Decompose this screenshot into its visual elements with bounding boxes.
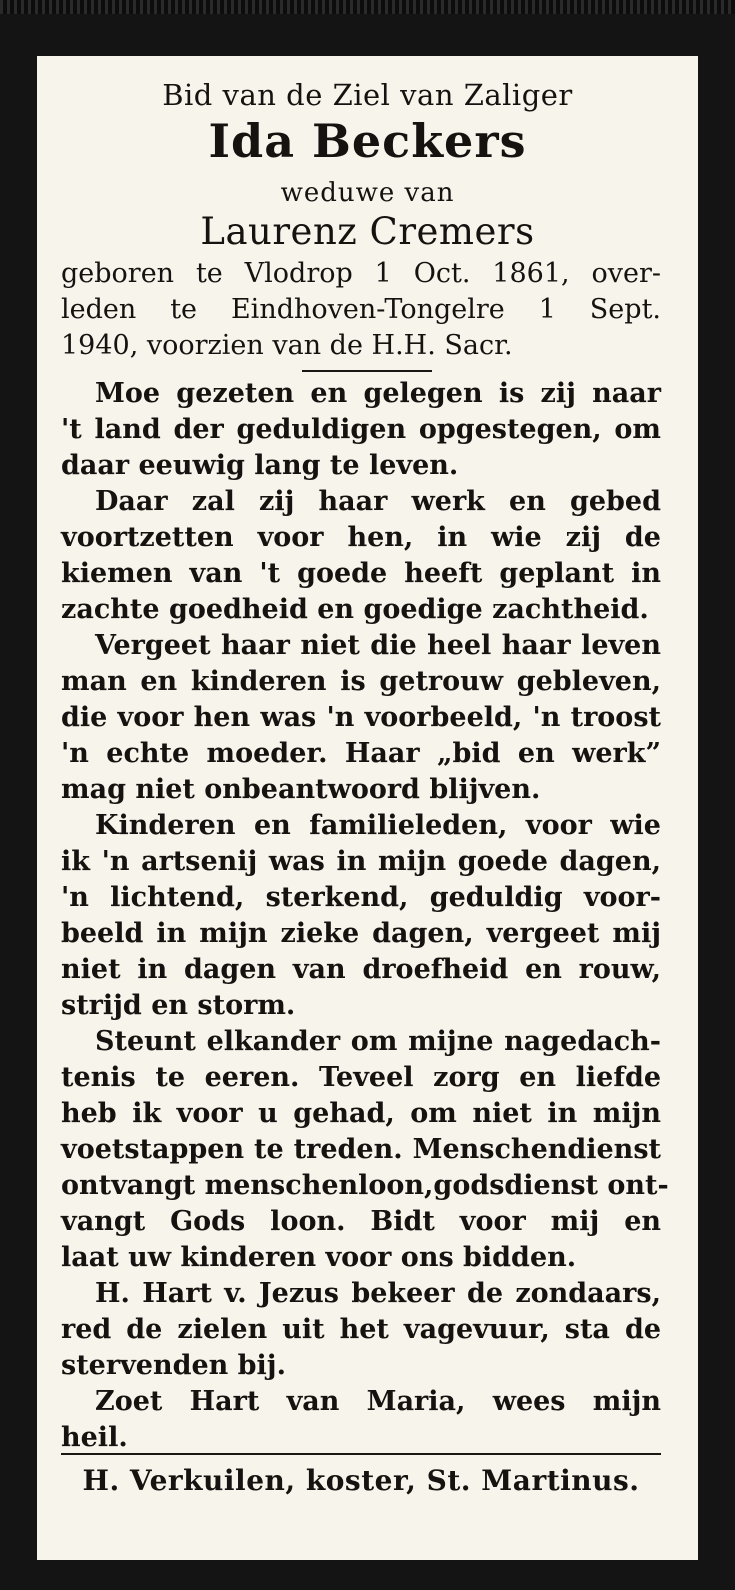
text-line: voetstappen te treden. Menschendienst: [61, 1134, 661, 1165]
text-line: 'n lichtend, sterkend, geduldig voor-: [61, 882, 661, 913]
text-line: daar eeuwig lang te leven.: [61, 450, 459, 481]
text-line: man en kinderen is getrouw gebleven,: [61, 666, 661, 697]
birth-line: leden te Eindhoven-Tongelre 1 Sept.: [61, 294, 661, 325]
memorial-card: [37, 56, 698, 1560]
paragraph: [61, 1024, 669, 1276]
text-line: stervenden bij.: [61, 1350, 286, 1381]
paragraph: [61, 376, 661, 484]
text-line: 'n echte moeder. Haar „bid en werk”: [61, 738, 661, 769]
text-line: niet in dagen van droefheid en rouw,: [61, 954, 661, 985]
divider-short: [302, 370, 432, 372]
text-line: Daar zal zij haar werk en gebed: [95, 486, 661, 517]
text-line: ontvangt menschenloon,godsdienst ont-: [61, 1170, 669, 1201]
text-line: Zoet Hart van Maria, wees mijn: [95, 1386, 661, 1417]
text-line: Kinderen en familieleden, voor wie: [95, 810, 661, 841]
paragraph: [61, 628, 661, 808]
text-line: 't land der geduldigen opgestegen, om: [61, 414, 661, 445]
text-line: zachte goedheid en goedige zachtheid.: [61, 594, 649, 625]
text-line: Steunt elkander om mijne nagedach-: [95, 1026, 661, 1057]
text-line: mag niet onbeantwoord blijven.: [61, 774, 541, 805]
text-line: red de zielen uit het vagevuur, sta de: [61, 1314, 661, 1345]
text-line: beeld in mijn zieke dagen, vergeet mij: [61, 918, 661, 949]
widow-of-label: weduwe van: [280, 178, 455, 208]
text-line: tenis te eeren. Teveel zorg en liefde: [61, 1062, 661, 1093]
prayer-text: [61, 376, 669, 1456]
text-line: ik 'n artsenij was in mijn goede dagen,: [61, 846, 661, 877]
text-line: H. Hart v. Jezus bekeer de zondaars,: [95, 1278, 661, 1309]
text-line: die voor hen was 'n voorbeeld, 'n troost: [61, 702, 661, 733]
paragraph: [61, 1384, 661, 1456]
spouse-name: Laurenz Cremers: [200, 210, 535, 253]
birth-line: 1940, voorzien van de H.H. Sacr.: [61, 330, 513, 361]
birth-death-text: [61, 256, 661, 364]
text-line: heil.: [61, 1422, 128, 1453]
scan-top-edge: [0, 0, 735, 14]
birth-line: geboren te Vlodrop 1 Oct. 1861, over-: [61, 258, 661, 289]
text-line: strijd en storm.: [61, 990, 296, 1021]
divider-long: [61, 1453, 661, 1455]
text-line: Vergeet haar niet die heel haar leven: [95, 630, 661, 661]
card-heading: Bid van de Ziel van Zaliger: [162, 78, 573, 112]
deceased-name: Ida Beckers: [208, 114, 527, 168]
text-line: voortzetten voor hen, in wie zij de: [61, 522, 661, 553]
text-line: vangt Gods loon. Bidt voor mij en: [61, 1206, 661, 1237]
paragraph: [61, 484, 661, 628]
text-line: heb ik voor u gehad, om niet in mijn: [61, 1098, 661, 1129]
text-line: Moe gezeten en gelegen is zij naar: [95, 378, 661, 409]
paragraph: [61, 1276, 661, 1384]
paragraph: [61, 808, 661, 1024]
printer-credit: H. Verkuilen, koster, St. Martinus.: [82, 1464, 640, 1497]
text-line: kiemen van 't goede heeft geplant in: [61, 558, 661, 589]
text-line: laat uw kinderen voor ons bidden.: [61, 1242, 577, 1273]
